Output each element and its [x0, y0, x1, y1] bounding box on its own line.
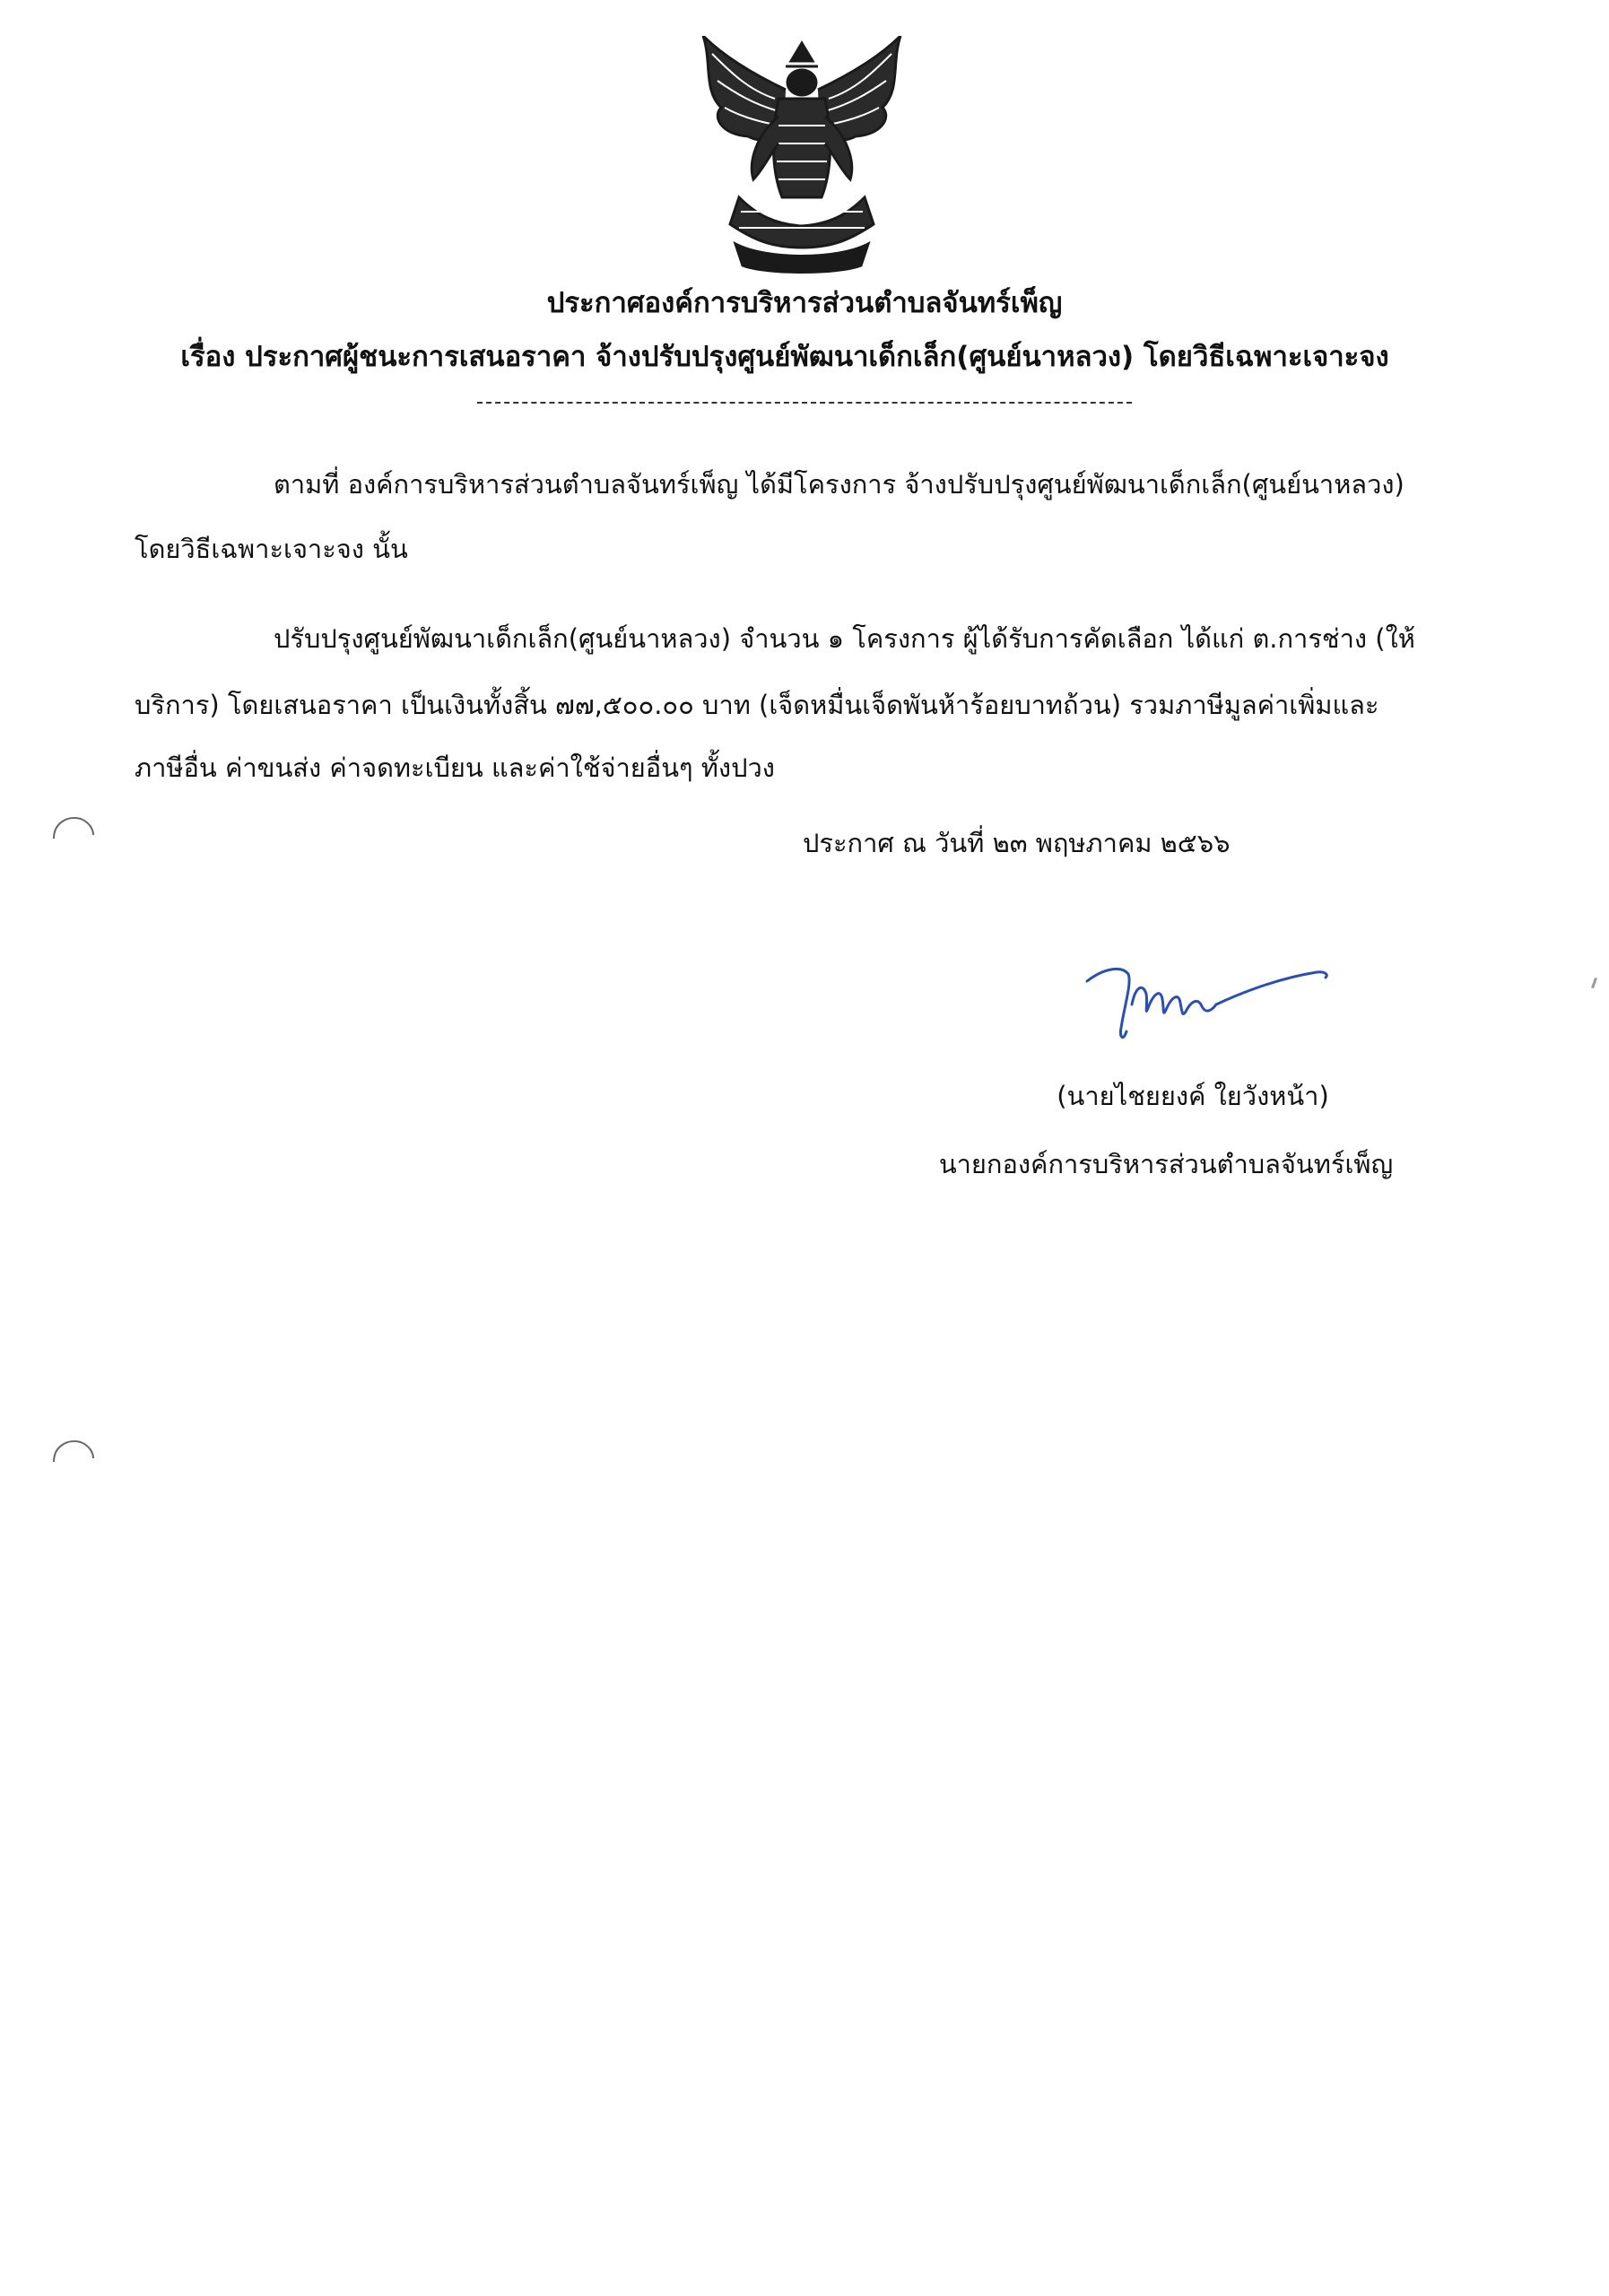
handwritten-signature	[1076, 942, 1345, 1058]
announcement-subject: เรื่อง ประกาศผู้ชนะการเสนอราคา จ้างปรับปรุงศูนย์พัฒนาเด็กเล็ก(ศูนย์นาหลวง) โดยวิธีเฉพาะเจาะจง	[180, 341, 1389, 373]
punch-hole-mark	[50, 1435, 97, 1482]
paragraph-2-line-1: ปรับปรุงศูนย์พัฒนาเด็กเล็ก(ศูนย์นาหลวง) จำนวน ๑ โครงการ ผู้ได้รับการคัดเลือก ได้แก่ ต.การช่าง (ให้	[274, 623, 1415, 654]
punch-hole-mark	[50, 812, 97, 858]
announcement-title: ประกาศองค์การบริหารส่วนตำบลจันทร์เพ็ญ	[546, 287, 1063, 319]
announcement-date: ประกาศ ณ วันที่ ๒๓ พฤษภาคม ๒๕๖๖	[803, 828, 1231, 858]
signatory-name: (นายไชยยงค์ ใยวังหน้า)	[1057, 1081, 1329, 1111]
paragraph-2-line-2: บริการ) โดยเสนอราคา เป็นเงินทั้งสิ้น ๗๗,๕๐๐.๐๐ บาท (เจ็ดหมื่นเจ็ดพันห้าร้อยบาทถ้วน) รวมภาษีมูลค่าเพิ่มและ	[135, 690, 1379, 720]
signatory-position: นายกองค์การบริหารส่วนตำบลจันทร์เพ็ญ	[938, 1149, 1394, 1179]
paragraph-1-line-2: โดยวิธีเฉพาะเจาะจง นั้น	[135, 534, 408, 564]
scan-speck	[1591, 978, 1597, 988]
separator-line	[477, 402, 1132, 404]
garuda-emblem-icon	[685, 36, 918, 278]
paragraph-1-line-1: ตามที่ องค์การบริหารส่วนตำบลจันทร์เพ็ญ ได้มีโครงการ จ้างปรับปรุงศูนย์พัฒนาเด็กเล็ก(ศูนย์นาหลวง)	[274, 469, 1405, 500]
paragraph-2-line-3: ภาษีอื่น ค่าขนส่ง ค่าจดทะเบียน และค่าใช้จ่ายอื่นๆ ทั้งปวง	[135, 752, 775, 783]
